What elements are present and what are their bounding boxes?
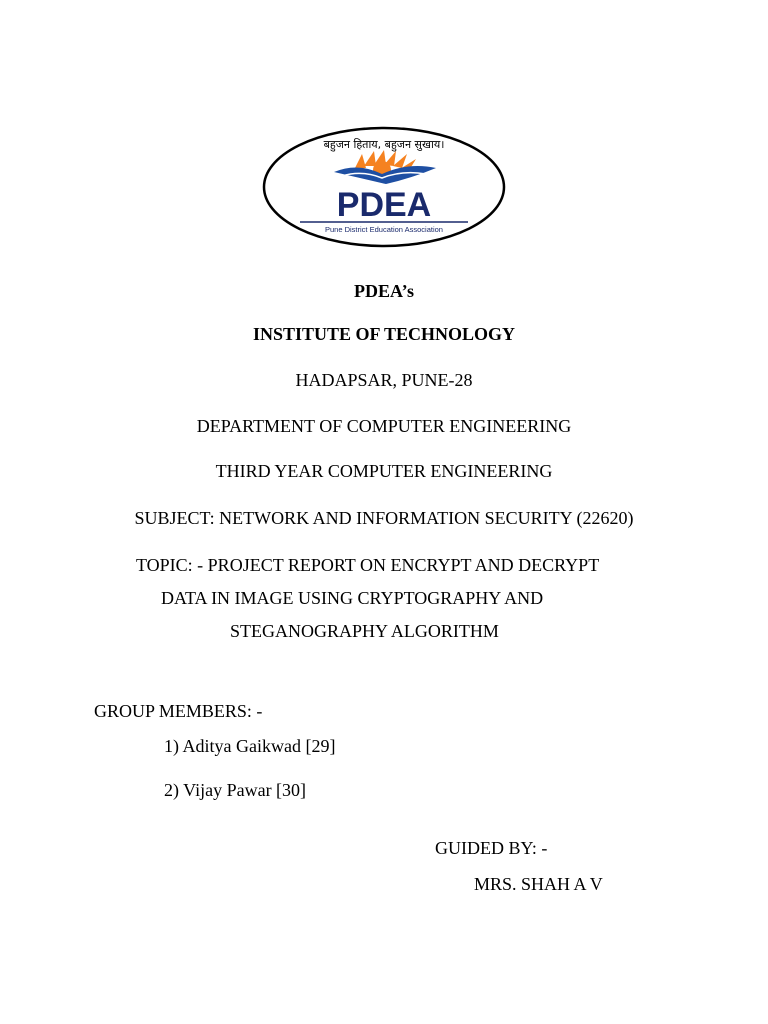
logo-tagline: बहुजन हिताय, बहुजन सुखाय। [323,138,445,151]
group-member-1: 1) Aditya Gaikwad [29] [164,736,336,756]
department-name: DEPARTMENT OF COMPUTER ENGINEERING [196,416,572,436]
topic-line-1: TOPIC: - PROJECT REPORT ON ENCRYPT AND DECRYPT [136,555,600,575]
group-member-2: 2) Vijay Pawar [30] [164,780,307,800]
guide-name: MRS. SHAH A V [474,874,603,894]
logo-subtitle: Pune District Education Association [325,225,443,234]
subject-line: SUBJECT: NETWORK AND INFORMATION SECURITY (22620) [134,508,634,528]
group-members-heading: GROUP MEMBERS: - [94,701,263,721]
institute-location: HADAPSAR, PUNE-28 [295,370,473,390]
org-name: PDEA’s [354,281,414,301]
topic-line-3: STEGANOGRAPHY ALGORITHM [230,621,499,641]
logo-name: PDEA [336,186,432,224]
pdea-logo [262,126,506,248]
guided-by-heading: GUIDED BY: - [435,838,548,858]
institute-name: INSTITUTE OF TECHNOLOGY [252,324,516,344]
year-name: THIRD YEAR COMPUTER ENGINEERING [215,461,553,481]
topic-line-2: DATA IN IMAGE USING CRYPTOGRAPHY AND [161,588,544,608]
